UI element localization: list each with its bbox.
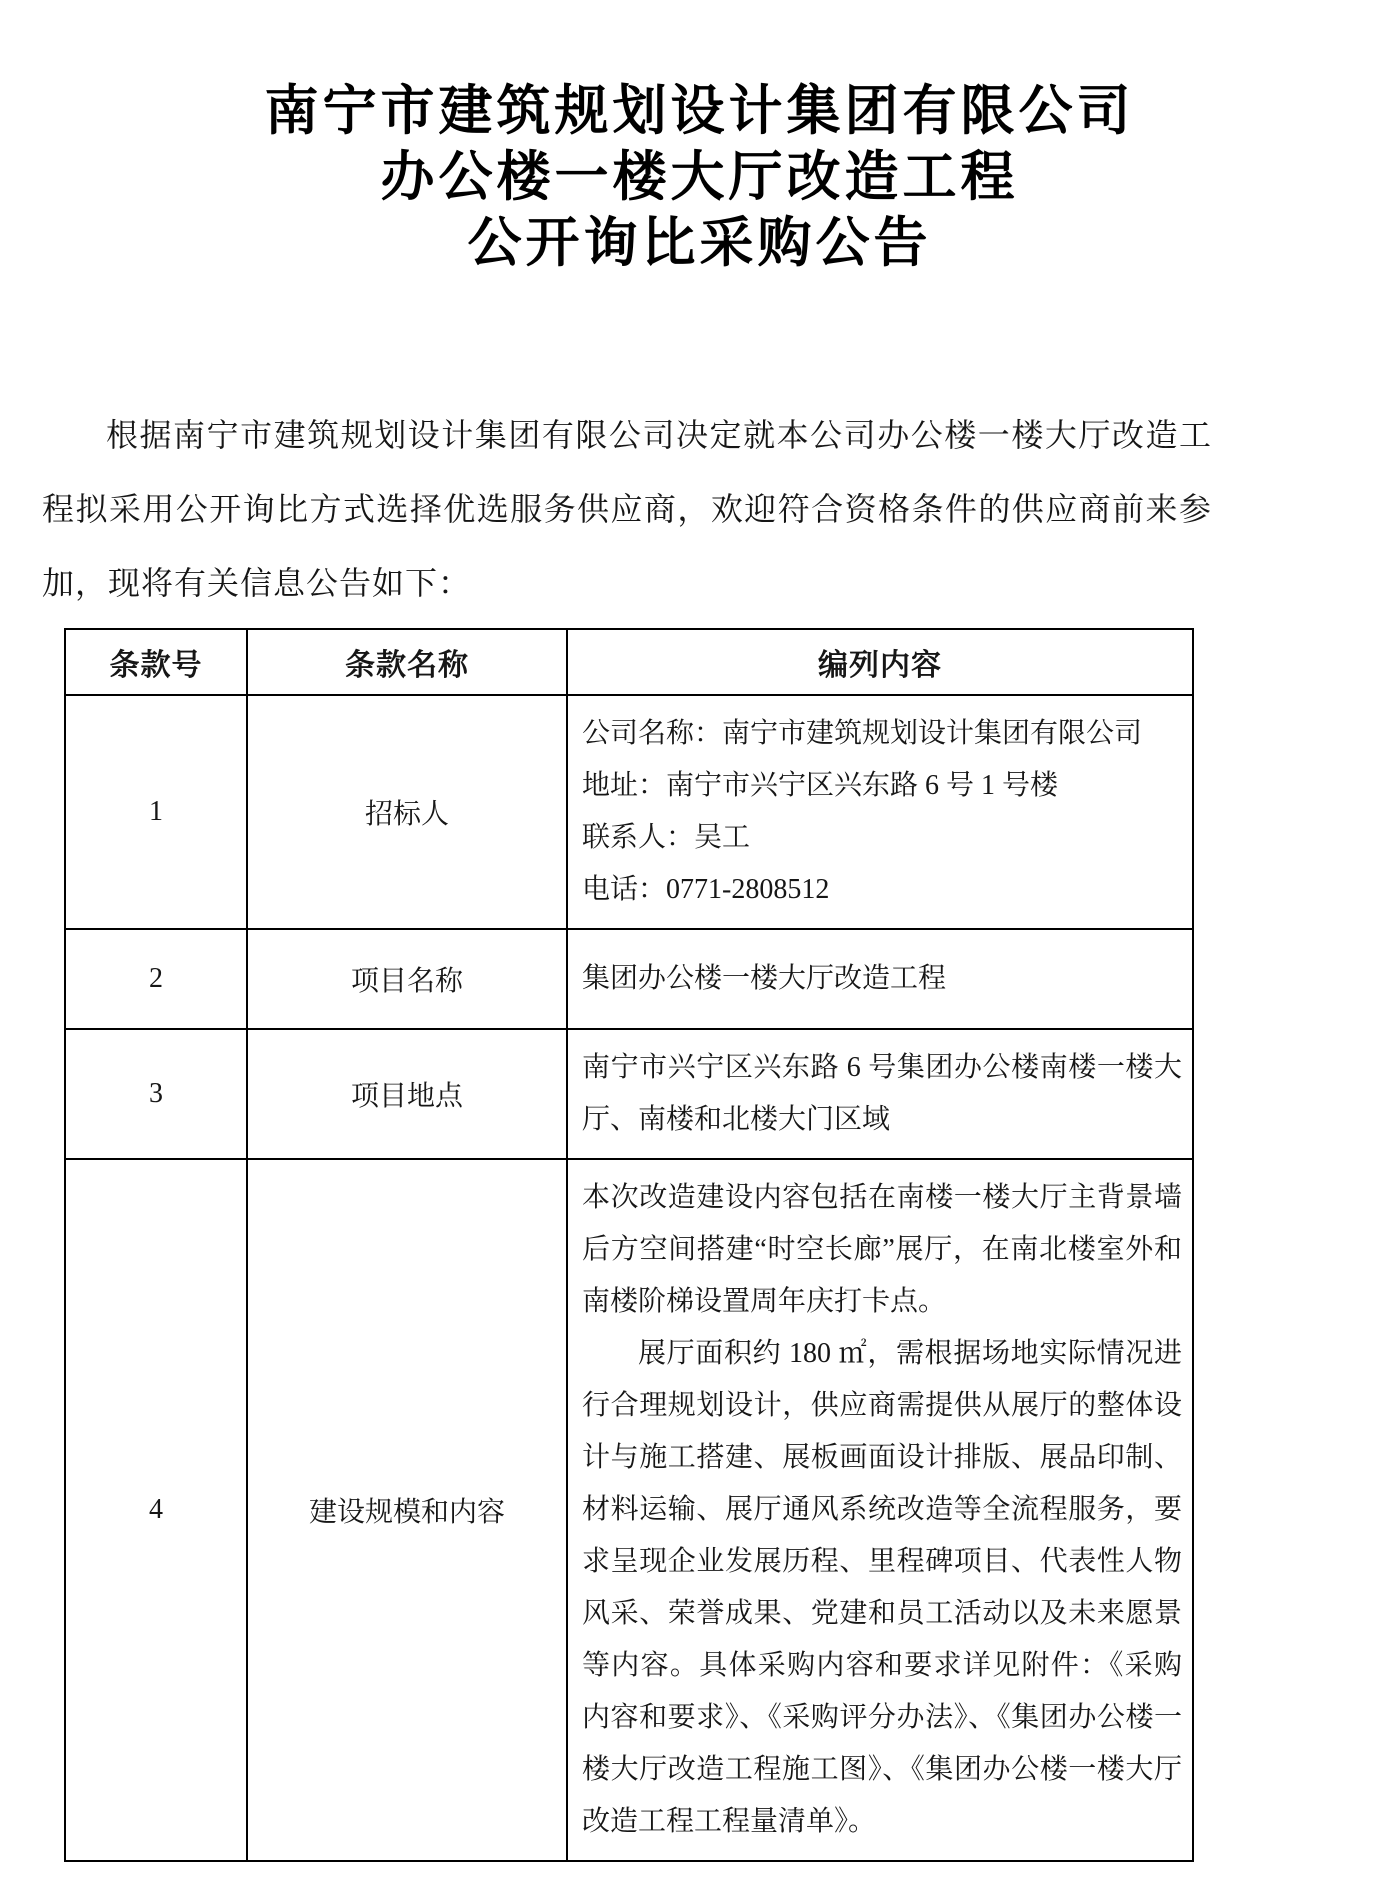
document-title [0, 78, 1399, 276]
clause-name-cell: 建设规模和内容 [247, 1159, 567, 1861]
header-clause-name: 条款名称 [247, 629, 567, 695]
project-location-line: 南宁市兴宁区兴东路 6 号集团办公楼南楼一楼大厅、南楼和北楼大门区域 [582, 1052, 1182, 1135]
project-name-line: 集团办公楼一楼大厅改造工程 [582, 963, 947, 994]
terms-table [64, 628, 1194, 1862]
clause-number-cell: 1 [65, 695, 247, 929]
table-row-project-name [65, 929, 1193, 1029]
scale-paragraph-details: 展厅面积约 180 ㎡，需根据场地实际情况进行合理规划设计，供应商需提供从展厅的整体设计与施工搭建、展板画面设计排版、展品印制、材料运输、展厅通风系统改造等全流程服务，要求呈现企业发展历程、里程碑项目、代表性人物风采、荣誉成果、党建和员工活动以及未来愿景等内容。具体采购内容和要求详见附件：《采购内容和要求》、《采购评分办法》、《集团办公楼一楼大厅改造工程施工图》、《集团办公楼一楼大厅改造工程工程量清单》。 [582, 1338, 1182, 1837]
intro-paragraph: 根据南宁市建筑规划设计集团有限公司决定就本公司办公楼一楼大厅改造工程拟采用公开询比方式选择优选服务供应商，欢迎符合资格条件的供应商前来参加，现将有关信息公告如下： [42, 417, 1212, 601]
address-line: 地址：南宁市兴宁区兴东路 6 号 1 号楼 [582, 770, 1059, 801]
clause-number-cell: 3 [65, 1029, 247, 1159]
phone-line: 电话：0771-2808512 [582, 874, 830, 905]
table-header-row [65, 629, 1193, 695]
clause-content-cell [567, 1029, 1193, 1159]
title-line-company: 南宁市建筑规划设计集团有限公司 [264, 81, 1135, 141]
title-line-announcement: 公开询比采购公告 [467, 213, 932, 273]
title-line-project: 办公楼一楼大厅改造工程 [380, 147, 1019, 207]
clause-number-cell: 2 [65, 929, 247, 1029]
table-row-tenderer [65, 695, 1193, 929]
header-listed-content: 编列内容 [567, 629, 1193, 695]
clause-name-cell: 项目名称 [247, 929, 567, 1029]
table-row-project-location [65, 1029, 1193, 1159]
clause-content-cell [567, 929, 1193, 1029]
clause-number-cell: 4 [65, 1159, 247, 1861]
company-name-line: 公司名称：南宁市建筑规划设计集团有限公司 [582, 718, 1143, 749]
header-clause-number: 条款号 [65, 629, 247, 695]
contact-person-line: 联系人：吴工 [582, 822, 751, 853]
clause-name-cell: 项目地点 [247, 1029, 567, 1159]
clause-content-cell [567, 1159, 1193, 1861]
table-row-scale-and-content [65, 1159, 1193, 1861]
scale-paragraph-overview: 本次改造建设内容包括在南楼一楼大厅主背景墙后方空间搭建“时空长廊”展厅，在南北楼室外和南楼阶梯设置周年庆打卡点。 [582, 1182, 1182, 1317]
clause-name-cell: 招标人 [247, 695, 567, 929]
clause-content-cell [567, 695, 1193, 929]
